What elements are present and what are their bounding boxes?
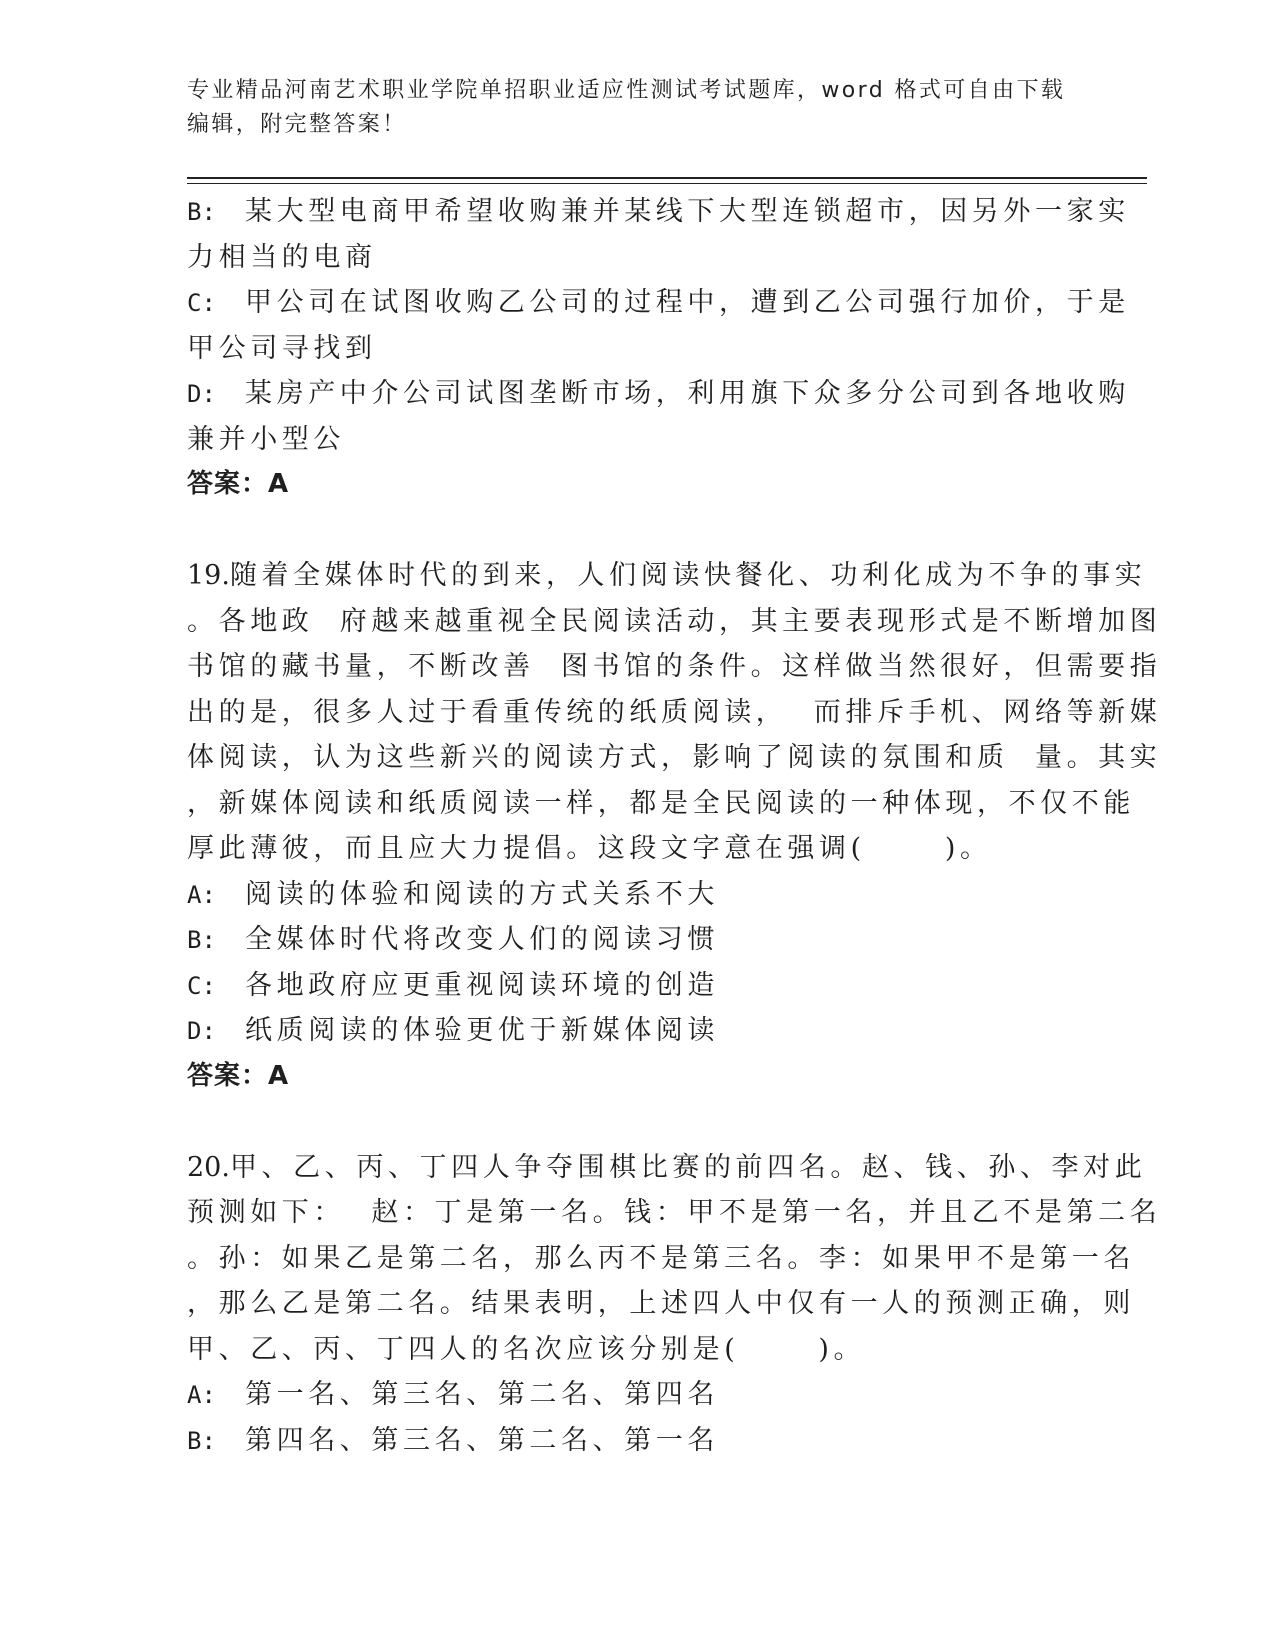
q19-answer: 答案：A xyxy=(187,1060,290,1091)
q19-line-7: 厚此薄彼，而且应大力提倡。这段文字意在强调( )。 xyxy=(187,833,992,864)
question-number: 19. xyxy=(187,560,230,591)
option-key: A: xyxy=(187,1381,216,1409)
prev-option-c-continued: 甲公司寻找到 xyxy=(187,332,377,364)
option-key: D: xyxy=(187,380,216,408)
spacer xyxy=(187,1099,1077,1145)
option-text: 各地政府应更重视阅读环境的创造 xyxy=(245,969,719,1001)
option-key: B: xyxy=(187,198,216,226)
option-key: D: xyxy=(187,1017,216,1045)
q20-line-5: 甲、乙、丙、丁四人的名次应该分别是( )。 xyxy=(187,1333,866,1365)
header-line-1: 专业精品河南艺术职业学院单招职业适应性测试考试题库，word 格式可自由下载 xyxy=(187,78,1066,103)
q19-line-4: 出的是，很多人过于看重传统的纸质阅读， 而排斥手机、网络等新媒 xyxy=(187,696,1162,728)
q20-line-1 xyxy=(187,1145,1147,1191)
q19-option-c xyxy=(187,963,1077,1009)
q20-line-2: 预测如下： 赵：丁是第一名。钱：甲不是第一名，并且乙不是第二名 xyxy=(187,1197,1162,1228)
header-divider-thick xyxy=(187,177,1147,179)
option-text: 某大型电商甲希望收购兼并某线下大型连锁超市，因另外一家实 xyxy=(245,196,1130,227)
q20-option-a xyxy=(187,1372,1077,1418)
prev-option-d-continued: 兼并小型公 xyxy=(187,423,345,455)
q19-line-3: 书馆的藏书量，不断改善 图书馆的条件。这样做当然很好，但需要指 xyxy=(187,651,1162,682)
option-text: 第四名、第三名、第二名、第一名 xyxy=(245,1424,719,1456)
q20-line-4: ，那么乙是第二名。结果表明，上述四人中仅有一人的预测正确，则 xyxy=(187,1288,1135,1319)
option-key: C: xyxy=(187,289,216,317)
question-text: 随着全媒体时代的到来，人们阅读快餐化、功利化成为不争的事实 xyxy=(229,560,1147,591)
document-body xyxy=(187,189,1162,1463)
q19-option-b xyxy=(187,917,1077,963)
q19-line-6: ，新媒体阅读和纸质阅读一样，都是全民阅读的一种体现，不仅不能 xyxy=(187,787,1135,819)
option-key: B: xyxy=(187,1426,216,1455)
prev-option-b-continued: 力相当的电商 xyxy=(187,241,377,273)
q20-option-b xyxy=(187,1418,1077,1464)
option-key: C: xyxy=(187,971,216,1000)
option-text: 阅读的体验和阅读的方式关系不大 xyxy=(245,878,719,910)
document-header xyxy=(187,74,1067,142)
q19-option-d xyxy=(187,1008,1077,1054)
q19-line-1 xyxy=(187,553,1147,599)
question-text: 甲、乙、丙、丁四人争夺围棋比赛的前四名。赵、钱、孙、李对此 xyxy=(229,1151,1147,1183)
option-text: 第一名、第三名、第二名、第四名 xyxy=(245,1379,719,1410)
header-divider-thin xyxy=(187,183,1147,184)
option-text: 甲公司在试图收购乙公司的过程中，遭到乙公司强行加价，于是 xyxy=(245,287,1130,318)
prev-option-c xyxy=(187,280,1130,326)
prev-answer: 答案：A xyxy=(187,469,290,499)
q19-option-a xyxy=(187,872,1077,918)
option-key: A: xyxy=(187,880,216,909)
prev-option-d xyxy=(187,371,1130,417)
header-line-2: 编辑，附完整答案！ xyxy=(187,112,407,137)
question-number: 20. xyxy=(187,1151,230,1183)
q20-line-3: 。孙：如果乙是第二名，那么丙不是第三名。李：如果甲不是第一名 xyxy=(187,1242,1135,1274)
q19-line-2: 。各地政 府越来越重视全民阅读活动，其主要表现形式是不断增加图 xyxy=(187,605,1162,637)
q19-line-5: 体阅读，认为这些新兴的阅读方式，影响了阅读的氛围和质 量。其实 xyxy=(187,742,1162,773)
prev-option-b xyxy=(187,189,1130,235)
option-text: 某房产中介公司试图垄断市场，利用旗下众多分公司到各地收购 xyxy=(245,378,1130,409)
option-text: 全媒体时代将改变人们的阅读习惯 xyxy=(245,924,719,955)
option-text: 纸质阅读的体验更优于新媒体阅读 xyxy=(245,1015,719,1046)
spacer xyxy=(187,508,1077,554)
option-key: B: xyxy=(187,926,216,954)
